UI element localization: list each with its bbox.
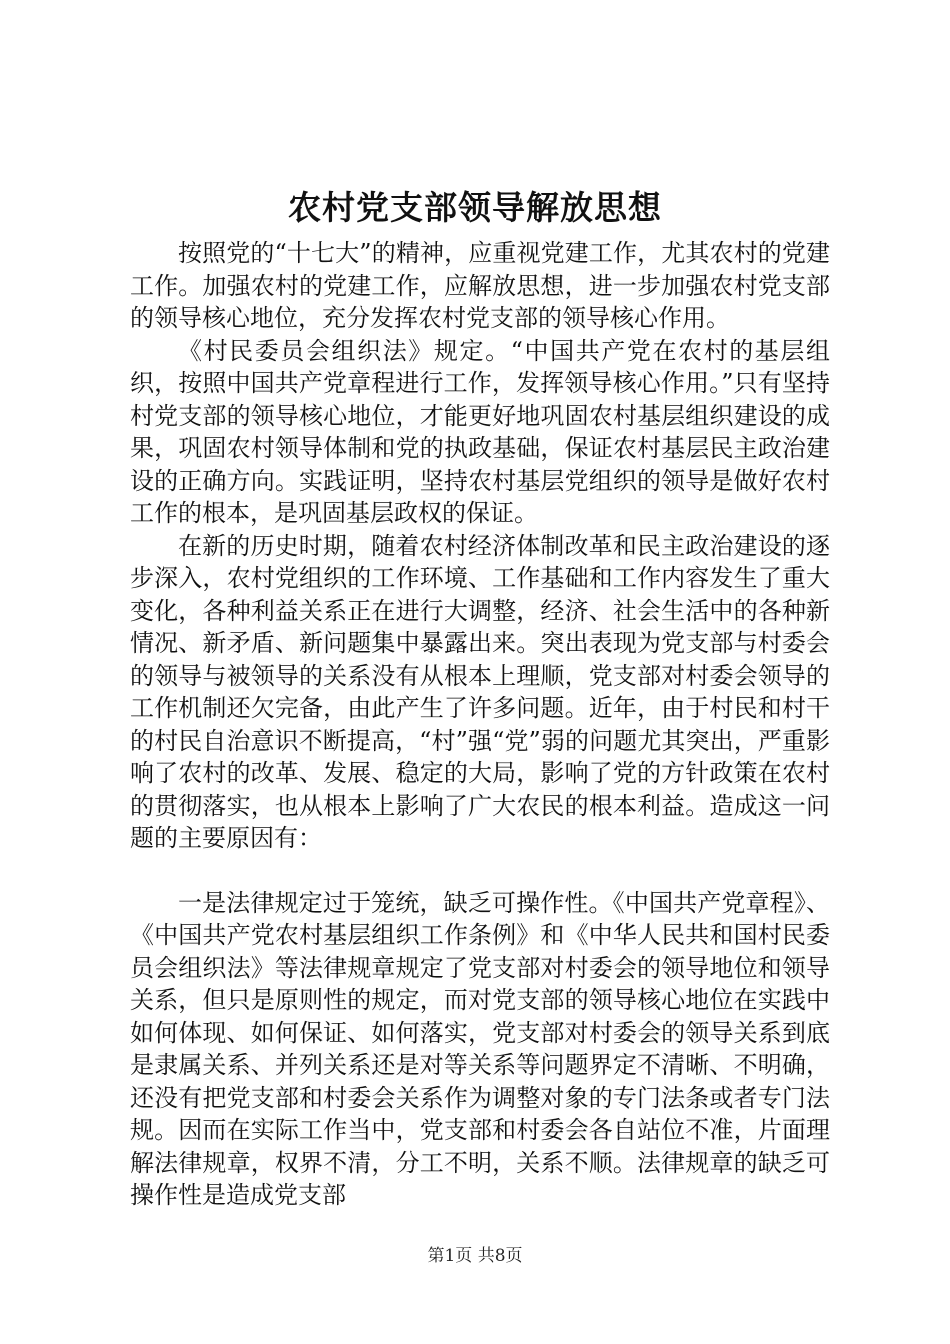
document-body	[130, 237, 830, 1212]
paragraph-1: 按照党的“十七大”的精神，应重视党建工作，尤其农村的党建工作。加强农村的党建工作，应解放思想，进一步加强农村党支部的领导核心地位，充分发挥农村党支部的领导核心作用。	[130, 239, 830, 332]
paragraph-4: 一是法律规定过于笼统，缺乏可操作性。《中国共产党章程》、《中国共产党农村基层组织工作条例》和《中华人民共和国村民委员会组织法》等法律规章规定了党支部对村委会的领导地位和领导关系，但只是原则性的规定，而对党支部的领导核心地位在实践中如何体现、如何保证、如何落实，党支部对村委会的领导关系到底是隶属关系、并列关系还是对等关系等问题界定不清晰、不明确，还没有把党支部和村委会关系作为调整对象的专门法条或者专门法规。因而在实际工作当中，党支部和村委会各自站位不准，片面理解法律规章，权界不清，分工不明，关系不顺。法律规章的缺乏可操作性是造成党支部	[130, 888, 830, 1209]
document-title: 农村党支部领导解放思想	[288, 188, 662, 227]
page-number-footer: 第1页 共8页	[427, 1246, 523, 1266]
paragraph-2: 《村民委员会组织法》规定。“中国共产党在农村的基层组织，按照中国共产党章程进行工作，发挥领导核心作用。”只有坚持村党支部的领导核心地位，才能更好地巩固农村基层组织建设的成果，巩固农村领导体制和党的执政基础，保证农村基层民主政治建设的正确方向。实践证明，坚持农村基层党组织的领导是做好农村工作的根本，是巩固基层政权的保证。	[130, 336, 830, 527]
paragraph-3: 在新的历史时期，随着农村经济体制改革和民主政治建设的逐步深入，农村党组织的工作环境、工作基础和工作内容发生了重大变化，各种利益关系正在进行大调整，经济、社会生活中的各种新情况、新矛盾、新问题集中暴露出来。突出表现为党支部与村委会的领导与被领导的关系没有从根本上理顺，党支部对村委会领导的工作机制还欠完备，由此产生了许多问题。近年，由于村民和村干的村民自治意识不断提高，“村”强“党”弱的问题尤其突出，严重影响了农村的改革、发展、稳定的大局，影响了党的方针政策在农村的贯彻落实，也从根本上影响了广大农民的根本利益。造成这一问题的主要原因有：	[130, 531, 830, 852]
